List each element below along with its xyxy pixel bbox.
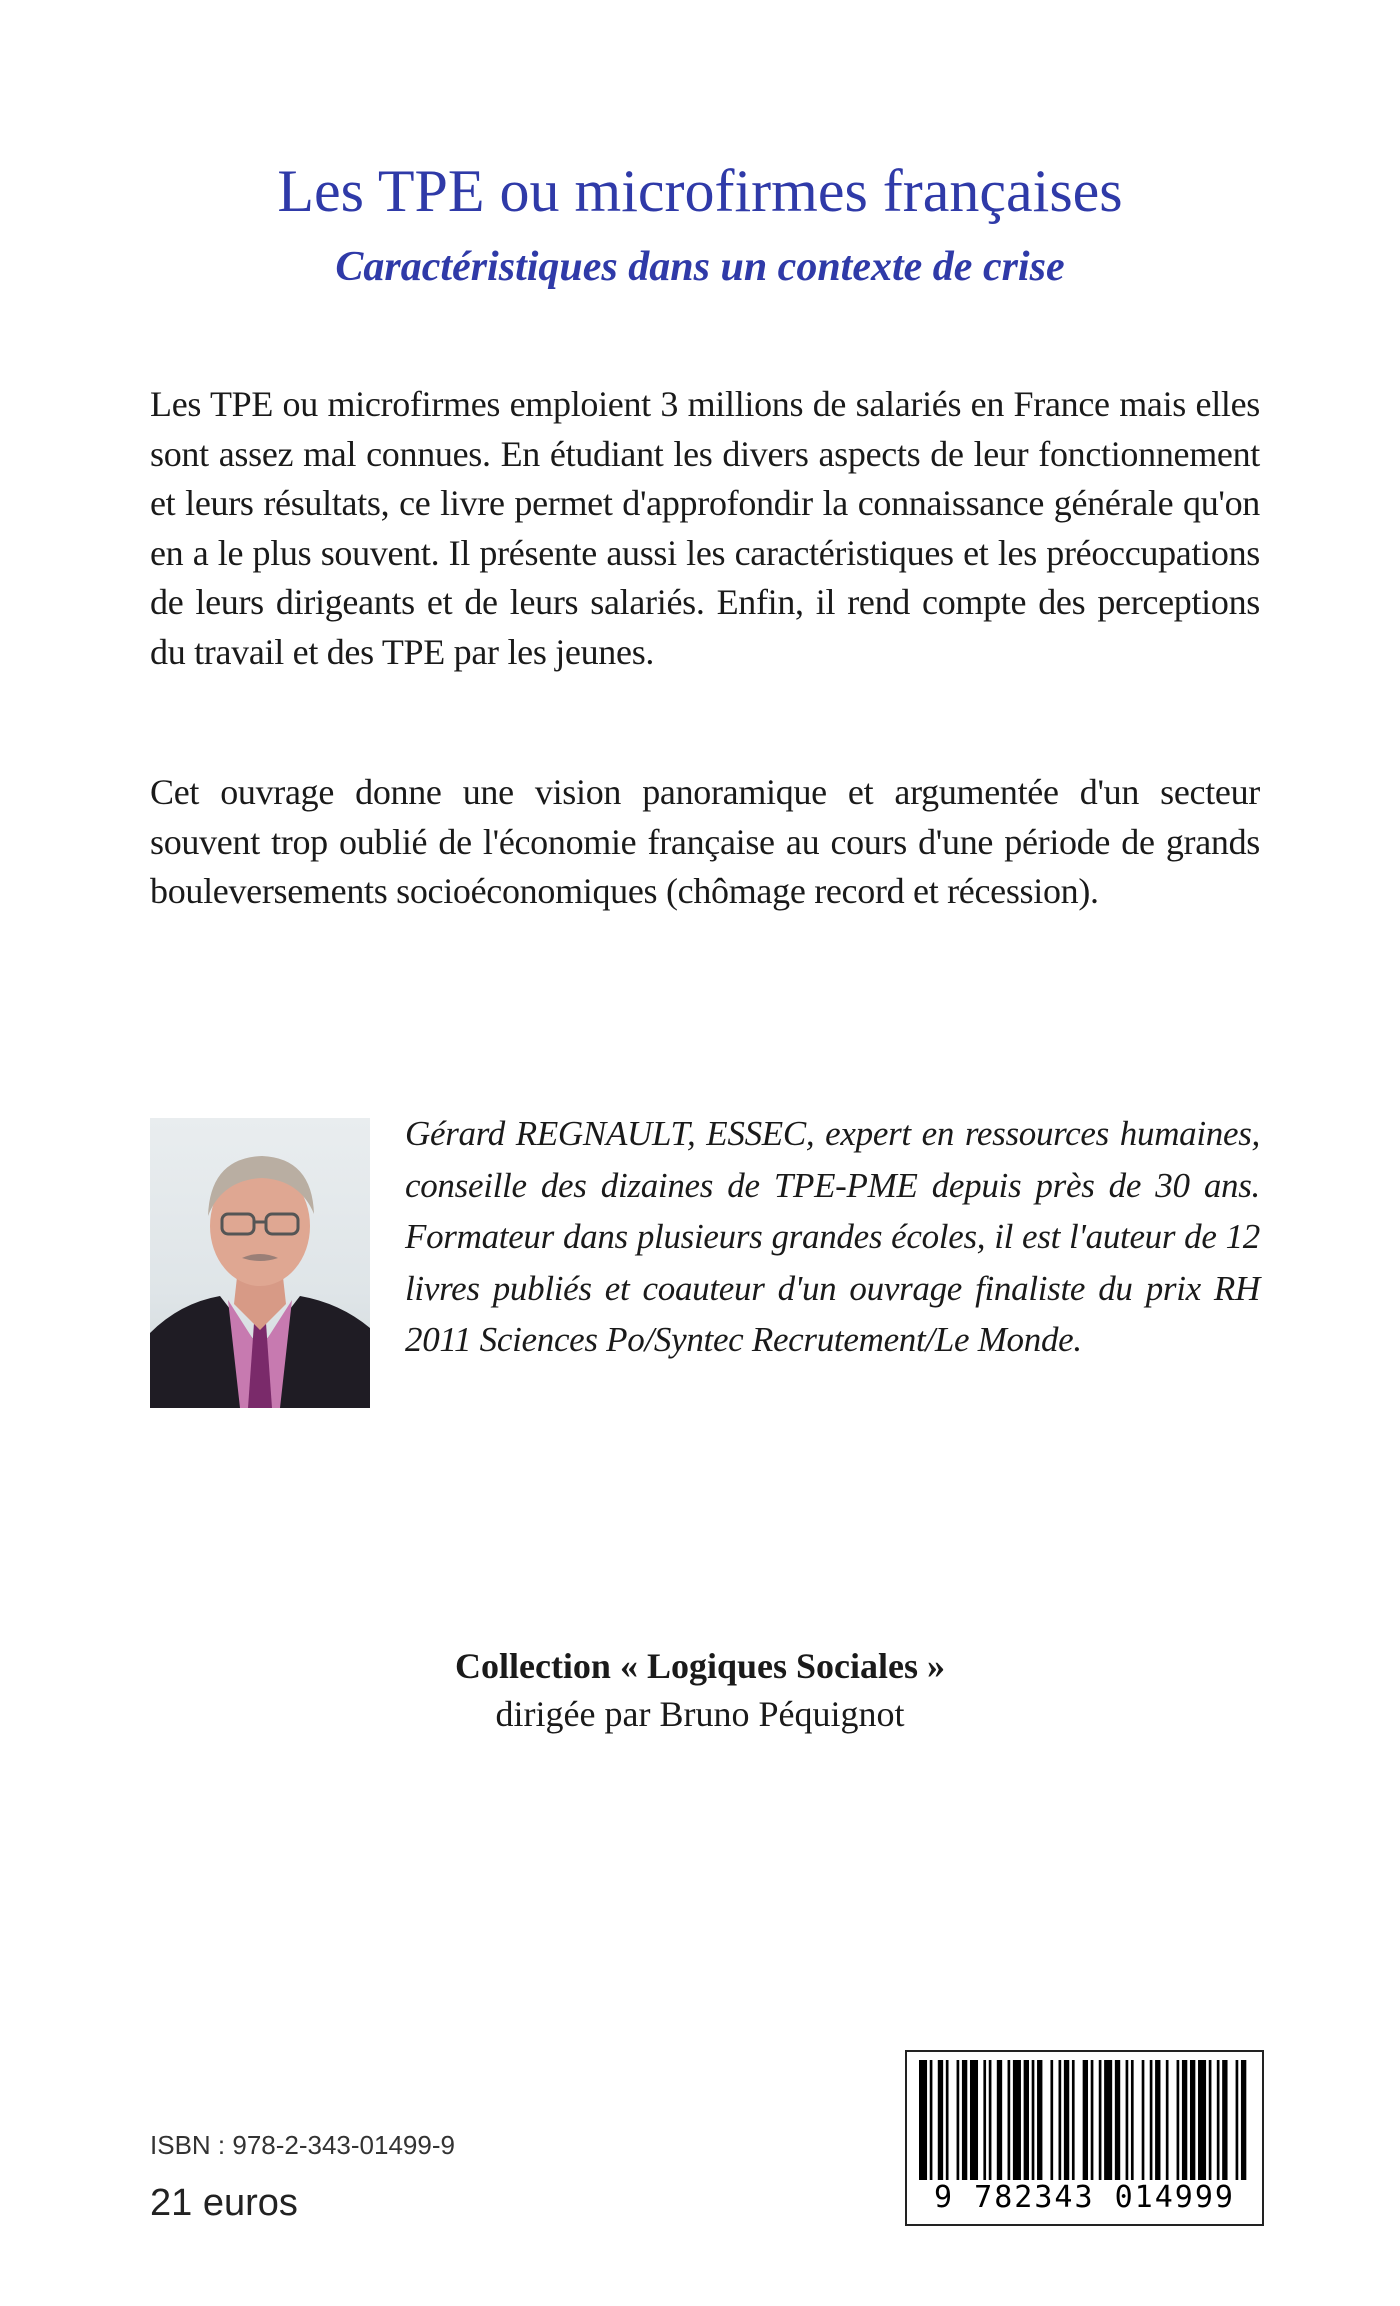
barcode-bar (1209, 2060, 1212, 2182)
barcode-bar (1177, 2060, 1180, 2182)
price-label: 21 euros (150, 2182, 298, 2224)
barcode-bars (919, 2060, 1249, 2182)
barcode-bar (1182, 2060, 1187, 2182)
barcode-bar (1099, 2060, 1102, 2182)
barcode-bar (1008, 2060, 1011, 2182)
barcode (905, 2050, 1264, 2226)
barcode-bar (930, 2060, 933, 2182)
barcode-bar (970, 2060, 978, 2182)
book-title: Les TPE ou microfirmes françaises (277, 158, 1123, 224)
barcode-bar (1198, 2060, 1206, 2182)
barcode-bar (1131, 2060, 1134, 2182)
barcode-bar (1104, 2060, 1112, 2182)
barcode-bar (1241, 2060, 1246, 2182)
barcode-bar (1083, 2060, 1088, 2182)
barcode-bar (938, 2060, 943, 2182)
barcode-bar (1032, 2060, 1035, 2182)
isbn-label: ISBN : 978-2-343-01499-9 (150, 2130, 455, 2160)
barcode-bar (1166, 2060, 1169, 2182)
barcode-bar (1217, 2060, 1220, 2182)
barcode-bar (1091, 2060, 1094, 2182)
barcode-bar (1050, 2060, 1053, 2182)
barcode-bar (1155, 2060, 1160, 2182)
collection-director: dirigée par Bruno Péquignot (495, 1694, 905, 1734)
barcode-bar (1236, 2060, 1239, 2182)
barcode-bar (1126, 2060, 1129, 2182)
author-photo (150, 1118, 370, 1408)
barcode-bar (1024, 2060, 1029, 2182)
author-portrait-icon (150, 1118, 370, 1408)
barcode-bar (989, 2060, 992, 2182)
summary-paragraph-1: Les TPE ou microfirmes emploient 3 millions de salariés en France mais elles sont assez mal connues. En étudiant les divers aspects de leur fonctionnement et leurs résultats, ce livre permet d'approfondir la connaissance générale qu'on en a le plus souvent. Il présente aussi les caractéristiques et les préoccupations de leurs dirigeants et de leurs salariés. Enfin, il rend compte des perceptions du travail et des TPE par les jeunes. (150, 384, 1260, 672)
barcode-bar (983, 2060, 986, 2182)
author-biography: Gérard REGNAULT, ESSEC, expert en ressources humaines, conseille des dizaines de TPE-PME depuis près de 30 ans. Formateur dans plusieurs grandes écoles, il est l'auteur de 12 livres publiés et coauteur d'un ouvrage finaliste du prix RH 2011 Sciences Po/Syntec Recrutement/Le Monde. (405, 1114, 1260, 1359)
barcode-bar (1037, 2060, 1042, 2182)
barcode-bar (919, 2060, 927, 2182)
barcode-bar (1222, 2060, 1227, 2182)
barcode-bar (1064, 2060, 1069, 2182)
barcode-bar (1142, 2060, 1145, 2182)
barcode-bar (1059, 2060, 1062, 2182)
summary-paragraph-2: Cet ouvrage donne une vision panoramique et argumentée d'un secteur souvent trop oublié de l'économie française au cours d'une période de grands bouleversements socioéconomiques (chômage record et récession). (150, 772, 1260, 911)
barcode-bar (1150, 2060, 1153, 2182)
barcode-number: 9 782343 014999 (907, 2180, 1262, 2216)
barcode-bar (997, 2060, 1002, 2182)
barcode-bar (1190, 2060, 1195, 2182)
barcode-bar (1013, 2060, 1021, 2182)
barcode-bar (1072, 2060, 1075, 2182)
collection-name: Collection « Logiques Sociales » (454, 1646, 945, 1686)
book-subtitle: Caractéristiques dans un contexte de crise (335, 244, 1065, 290)
barcode-bar (1115, 2060, 1120, 2182)
barcode-bar (946, 2060, 949, 2182)
barcode-bar (962, 2060, 967, 2182)
barcode-bar (957, 2060, 960, 2182)
